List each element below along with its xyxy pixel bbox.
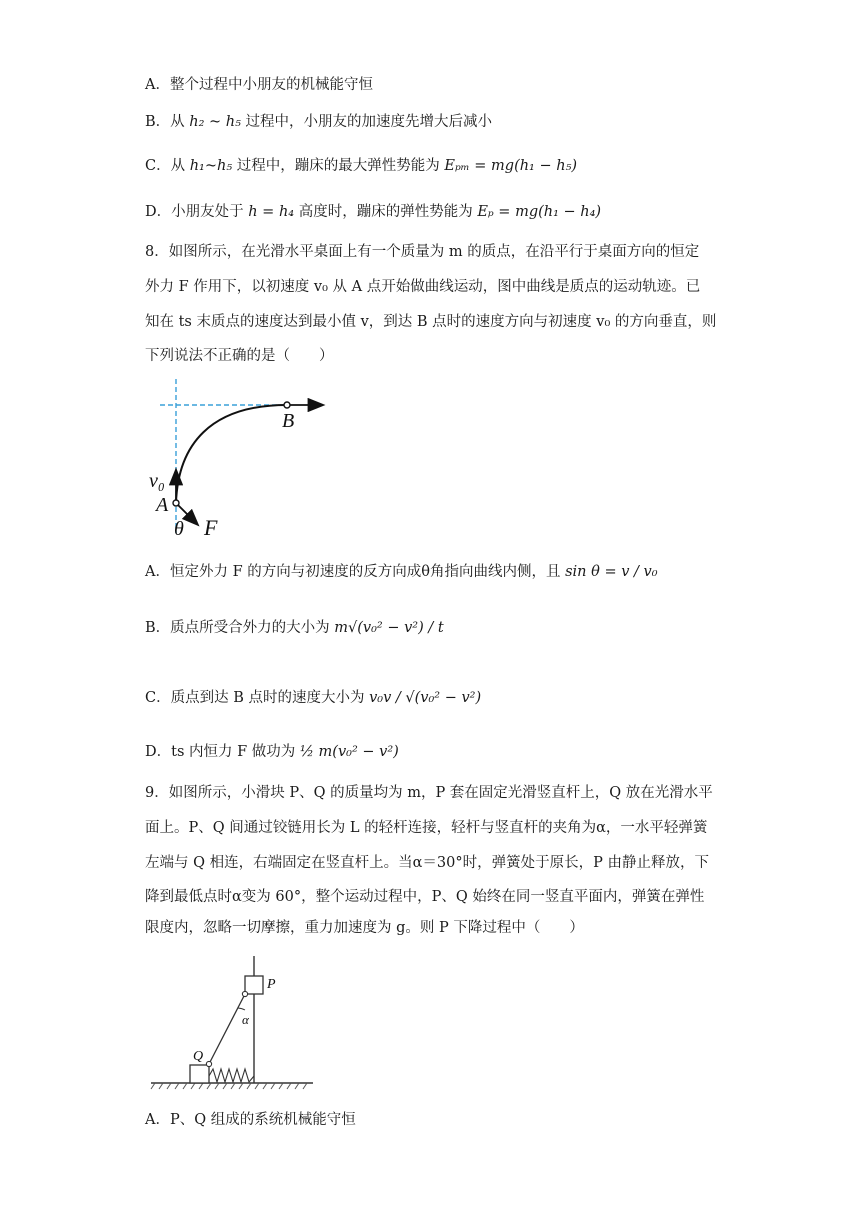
label-alpha: α: [242, 1012, 249, 1027]
label-f: F: [204, 515, 218, 540]
q8-option-c: [145, 688, 481, 708]
spring: [209, 1069, 254, 1082]
slider-p: [245, 976, 263, 994]
q8-stem-line-3: 知在 ts 末质点的速度达到最小值 v，到达 B 点时的速度方向与初速度 v₀ 的方向垂直，则: [145, 314, 717, 330]
q7-option-d-math: h = h₄: [248, 204, 295, 220]
label-b: B: [282, 410, 295, 432]
q7-option-b-suffix: 过程中，小朋友的加速度先增大后减小: [245, 114, 493, 130]
angle-arc: [238, 1008, 245, 1010]
ground-hatching: [151, 1083, 307, 1089]
q7-option-d: [145, 202, 601, 222]
q9-stem-line-2: 面上。P、Q 间通过铰链用长为 L 的轻杆连接，轻杆与竖直杆的夹角为α，一水平轻弹簧: [145, 820, 708, 836]
q8-option-c-text: C．质点到达 B 点时的速度大小为: [145, 690, 365, 706]
q9-stem-line-5: 限度内，忽略一切摩擦，重力加速度为 g。则 P 下降过程中（ ）: [145, 920, 584, 936]
q8-option-a-formula: sin θ = v / v₀: [565, 564, 658, 580]
light-rod: [209, 994, 245, 1064]
block-q: [190, 1065, 209, 1083]
label-p: P: [267, 977, 276, 992]
q8-option-a-text: A．恒定外力 F 的方向与初速度的反方向成θ角指向曲线内侧，且: [145, 564, 561, 580]
q9-mechanism-figure: [145, 948, 320, 1098]
q8-option-d: [145, 742, 399, 762]
q8-option-b: [145, 618, 444, 638]
q8-option-d-formula: ½ m(v₀² − v²): [299, 744, 399, 760]
q8-stem-line-4: 下列说法不正确的是（ ）: [145, 348, 334, 364]
point-b-marker: [284, 402, 290, 408]
trajectory-curve: [176, 405, 287, 503]
label-a: A: [156, 494, 169, 516]
q8-stem-line-2: 外力 F 作用下，以初速度 v₀ 从 A 点开始做曲线运动，图中曲线是质点的运动轨迹。已: [145, 279, 701, 295]
q8-stem-line-1: 8．如图所示，在光滑水平桌面上有一个质量为 m 的质点，在沿平行于桌面方向的恒定: [145, 244, 700, 260]
q8-trajectory-figure: [140, 375, 340, 540]
q7-option-c-formula: Eₚₘ = mg(h₁ − h₅): [444, 158, 578, 174]
q8-option-c-formula: v₀v / √(v₀² − v²): [369, 690, 482, 706]
q7-option-a: A．整个过程中小朋友的机械能守恒: [145, 77, 373, 93]
q8-option-b-formula: m√(v₀² − v²) / t: [334, 620, 444, 636]
q9-stem-line-4: 降到最低点时α变为 60°，整个运动过程中，P、Q 始终在同一竖直平面内，弹簧在弹性: [145, 889, 705, 905]
q7-option-b: [145, 112, 492, 132]
q7-option-c: [145, 156, 577, 176]
q7-option-b-math: h₂ ~ h₅: [189, 114, 241, 130]
q9-option-a: A．P、Q 组成的系统机械能守恒: [145, 1112, 356, 1128]
q9-stem-line-1: 9．如图所示，小滑块 P、Q 的质量均为 m，P 套在固定光滑竖直杆上，Q 放在光滑水平: [145, 785, 713, 801]
q7-option-d-prefix: D．小朋友处于: [145, 204, 244, 220]
q7-option-c-math: h₁~h₅: [189, 158, 233, 174]
point-a-marker: [173, 500, 179, 506]
label-v0: v₀: [149, 470, 165, 492]
q8-option-a: [145, 562, 658, 582]
q9-stem-line-3: 左端与 Q 相连，右端固定在竖直杆上。当α＝30°时，弹簧处于原长，P 由静止释放，下: [145, 855, 709, 871]
q7-option-b-prefix: B．从: [145, 114, 185, 130]
q8-option-b-text: B．质点所受合外力的大小为: [145, 620, 330, 636]
q7-option-c-prefix: C．从: [145, 158, 186, 174]
q7-option-d-middle: 高度时，蹦床的弹性势能为: [298, 204, 473, 220]
q8-option-d-text: D．ts 内恒力 F 做功为: [145, 744, 296, 760]
q7-option-c-middle: 过程中，蹦床的最大弹性势能为: [236, 158, 440, 174]
hinge-p: [242, 991, 247, 996]
label-theta: θ: [174, 518, 184, 540]
q7-option-d-formula: Eₚ = mg(h₁ − h₄): [477, 204, 602, 220]
hinge-q: [206, 1061, 211, 1066]
label-q: Q: [193, 1049, 204, 1064]
